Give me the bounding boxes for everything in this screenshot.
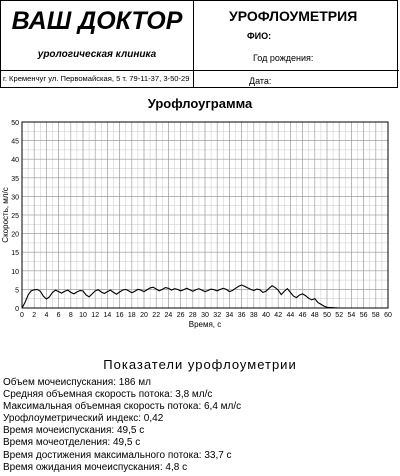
stat-hesitancy: Время ожидания мочеиспускания: 4,8 с	[3, 461, 188, 473]
x-tick-label: 50	[323, 312, 331, 319]
clinic-address: г. Кременчуг ул. Первомайская, 5 т. 79-11-37, 3-50-29	[3, 74, 190, 83]
x-tick-label: 16	[115, 312, 124, 319]
y-tick-label: 50	[11, 120, 19, 127]
x-tick-label: 10	[79, 312, 87, 319]
x-tick-label: 58	[371, 312, 380, 319]
fio-label: ФИО:	[247, 31, 272, 41]
x-tick-label: 36	[237, 312, 246, 319]
x-tick-label: 6	[56, 312, 61, 319]
header-divider-vertical	[193, 1, 194, 87]
birth-year-label: Год рождения:	[253, 53, 314, 63]
stat-index: Урофлоуметрический индекс: 0,42	[3, 413, 164, 425]
x-tick-label: 30	[201, 312, 209, 319]
y-tick-label: 25	[11, 213, 19, 220]
document-title: УРОФЛОУМЕТРИЯ	[229, 8, 358, 24]
x-tick-label: 44	[286, 312, 295, 319]
stat-time-to-max: Время достижения максимального потока: 33,7 с	[3, 449, 232, 461]
x-tick-label: 48	[310, 312, 319, 319]
y-tick-label: 30	[11, 194, 19, 202]
y-tick-label: 5	[15, 287, 19, 295]
y-tick-label: 10	[11, 268, 19, 276]
header-divider-right	[193, 70, 399, 71]
x-tick-label: 8	[68, 312, 73, 319]
x-tick-label: 38	[249, 312, 258, 319]
x-tick-label: 18	[127, 312, 136, 319]
y-tick-label: 45	[11, 138, 19, 146]
x-tick-label: 32	[213, 312, 222, 319]
clinic-type: урологическая клиника	[37, 49, 157, 60]
y-tick-label: 40	[11, 157, 19, 165]
clinic-logo: ВАШ ДОКТОР	[11, 7, 183, 35]
x-tick-label: 24	[164, 312, 173, 319]
y-axis-label: Скорость, мл/с	[1, 187, 10, 243]
stats-list	[3, 377, 241, 474]
x-tick-label: 40	[262, 312, 270, 319]
x-tick-label: 52	[335, 312, 344, 319]
x-tick-label: 20	[140, 312, 148, 319]
x-tick-label: 0	[20, 312, 24, 319]
chart-grid	[22, 122, 388, 308]
y-tick-label: 15	[11, 250, 19, 258]
date-label: Дата:	[249, 76, 272, 86]
y-tick-label: 20	[11, 231, 19, 239]
stat-max-flow: Максимальная объемная скорость потока: 6,4 мл/с	[3, 401, 242, 413]
x-tick-label: 56	[359, 312, 368, 319]
x-tick-label: 34	[225, 312, 234, 319]
x-tick-label: 2	[32, 312, 37, 319]
y-tick-label: 0	[15, 306, 19, 313]
stat-volume: Объем мочеиспускания: 186 мл	[3, 377, 151, 388]
stat-flow-time: Время мочеотделения: 49,5 с	[3, 437, 141, 449]
x-tick-label: 14	[103, 312, 112, 319]
x-tick-label: 28	[188, 312, 197, 319]
x-axis-label: Время, с	[188, 320, 222, 329]
stats-title: Показатели урофлоуметрии	[103, 357, 297, 372]
x-tick-label: 12	[91, 312, 100, 319]
x-tick-label: 54	[347, 312, 356, 319]
x-tick-label: 4	[44, 312, 49, 319]
x-tick-label: 22	[152, 312, 161, 319]
x-tick-label: 46	[298, 312, 307, 319]
x-tick-label: 26	[176, 312, 185, 319]
x-tick-label: 42	[274, 312, 283, 319]
stat-voiding-time: Время мочеиспускания: 49,5 с	[3, 425, 145, 437]
chart-title: Урофлоуграмма	[147, 96, 253, 111]
x-tick-label: 60	[384, 312, 392, 319]
header-divider-left	[1, 70, 193, 71]
report-header	[0, 0, 398, 88]
uroflowgram-chart	[0, 112, 400, 334]
y-tick-label: 35	[11, 175, 19, 183]
stat-avg-flow: Средняя объемная скорость потока: 3,8 мл/с	[3, 389, 213, 401]
